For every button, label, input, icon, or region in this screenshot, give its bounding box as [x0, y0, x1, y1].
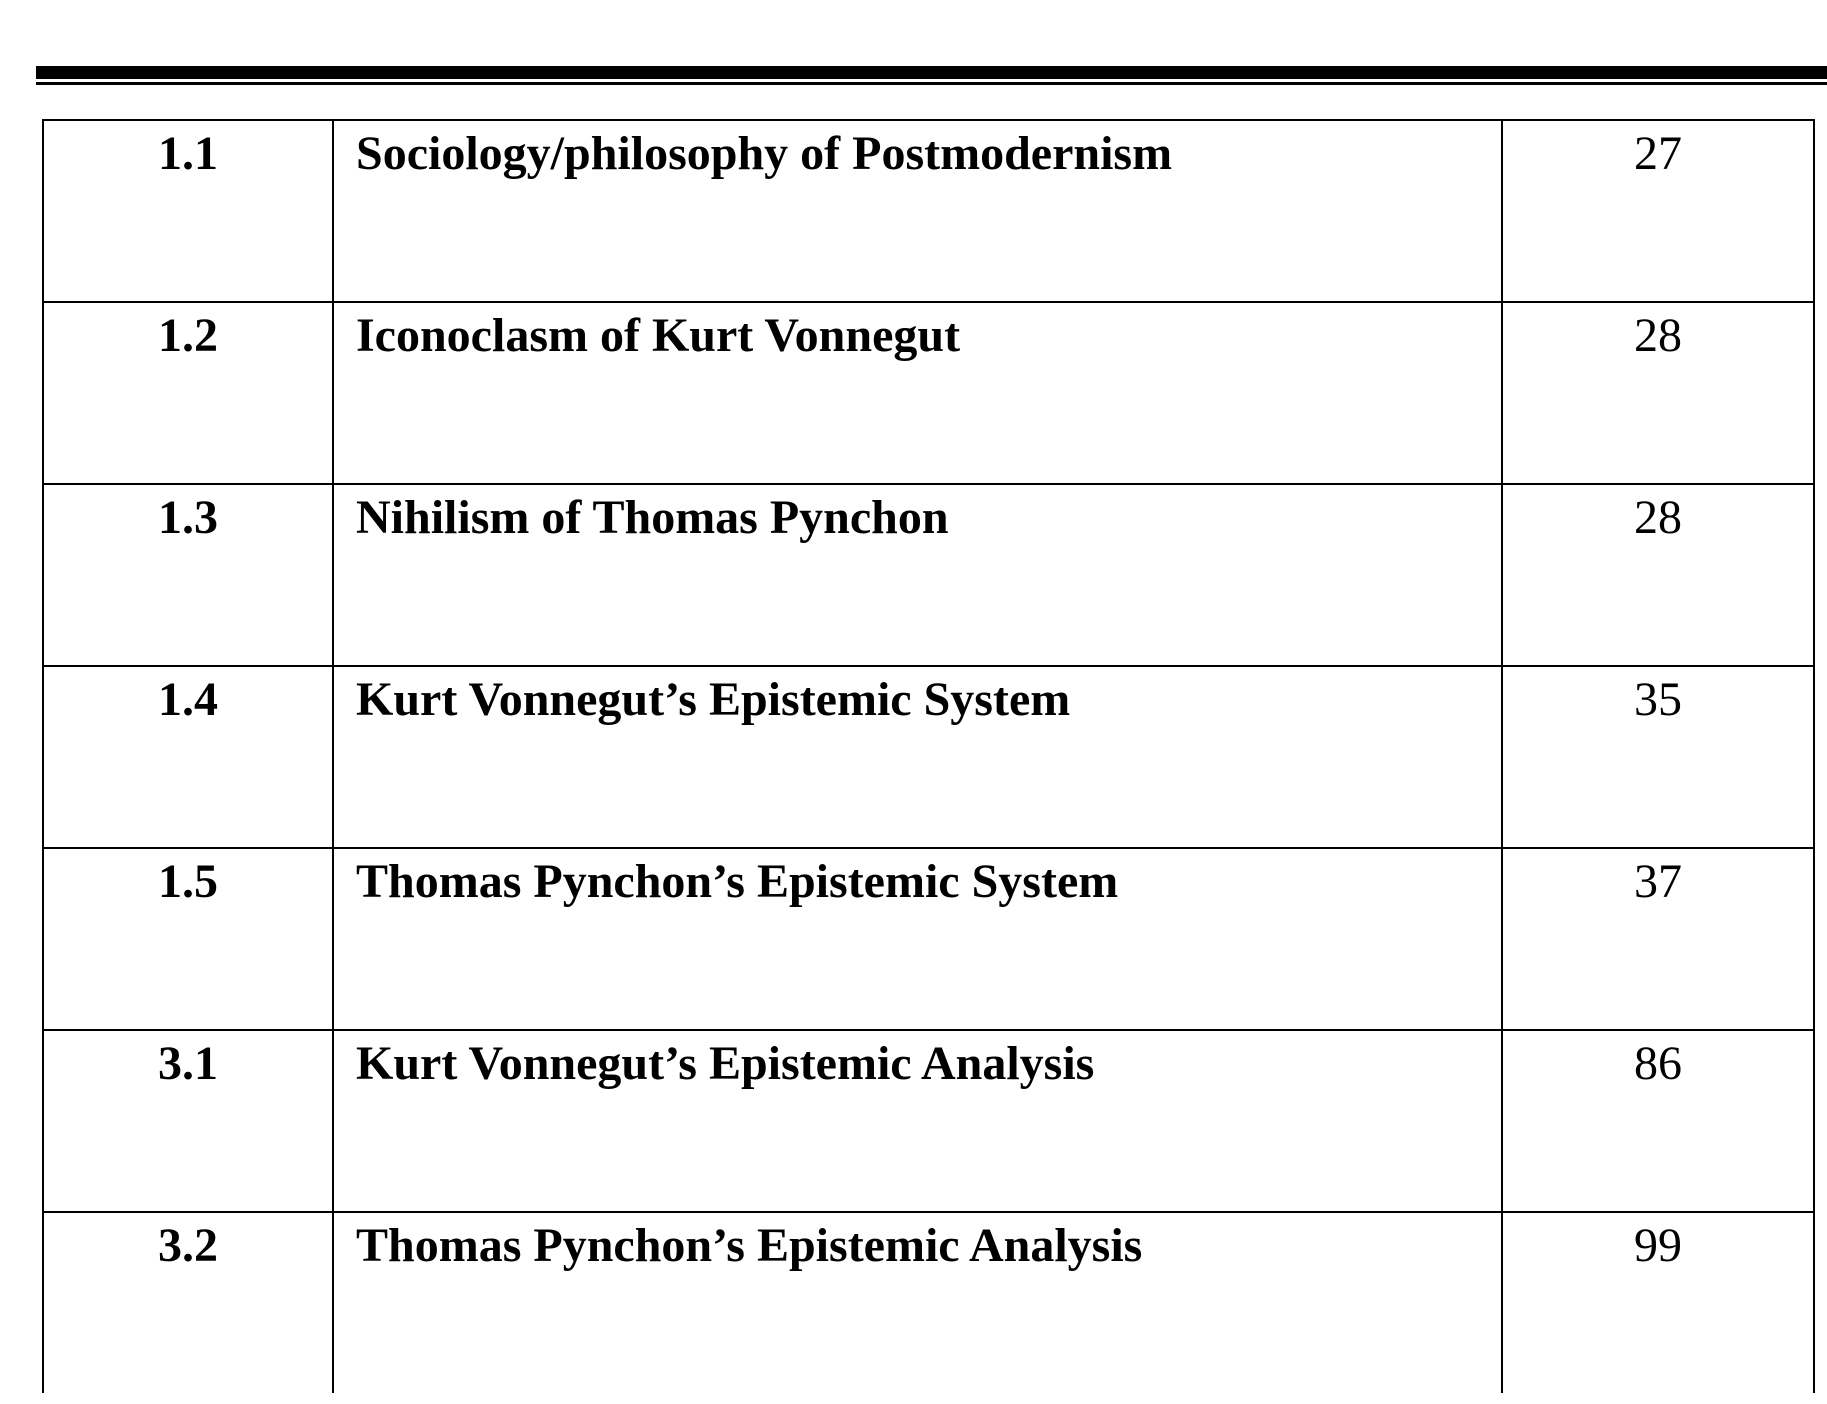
page-number: 37 — [1634, 855, 1682, 908]
section-title: Kurt Vonnegut’s Epistemic System — [356, 673, 1071, 726]
section-number: 3.1 — [158, 1037, 218, 1090]
table-row — [43, 120, 1814, 302]
section-title-cell — [333, 120, 1502, 302]
page-number-cell — [1502, 848, 1814, 1030]
page-number: 28 — [1634, 491, 1682, 544]
page-number-cell — [1502, 484, 1814, 666]
section-title-cell — [333, 484, 1502, 666]
table-row — [43, 848, 1814, 1030]
section-title-cell — [333, 848, 1502, 1030]
table-row — [43, 302, 1814, 484]
section-number-cell — [43, 1030, 333, 1212]
section-number: 1.3 — [158, 491, 218, 544]
section-title: Thomas Pynchon’s Epistemic System — [356, 855, 1119, 908]
section-title-cell — [333, 1212, 1502, 1393]
table-row — [43, 1212, 1814, 1393]
section-title-cell — [333, 666, 1502, 848]
table-row — [43, 484, 1814, 666]
page-number: 86 — [1634, 1037, 1682, 1090]
section-number: 1.5 — [158, 855, 218, 908]
section-title: Iconoclasm of Kurt Vonnegut — [356, 309, 961, 362]
table-row — [43, 1030, 1814, 1212]
header-rule-thick — [36, 66, 1827, 79]
page-number: 27 — [1634, 127, 1682, 180]
page-number-cell — [1502, 120, 1814, 302]
section-number: 1.2 — [158, 309, 218, 362]
section-title: Nihilism of Thomas Pynchon — [356, 491, 949, 544]
page-number-cell — [1502, 1212, 1814, 1393]
section-number-cell — [43, 484, 333, 666]
page-number: 99 — [1634, 1219, 1682, 1272]
section-title: Sociology/philosophy of Postmodernism — [356, 127, 1173, 180]
section-title-cell — [333, 302, 1502, 484]
section-number-cell — [43, 666, 333, 848]
page-number: 35 — [1634, 673, 1682, 726]
section-number-cell — [43, 302, 333, 484]
section-number-cell — [43, 848, 333, 1030]
section-number-cell — [43, 120, 333, 302]
contents-table — [42, 119, 1815, 1393]
section-title: Thomas Pynchon’s Epistemic Analysis — [356, 1219, 1143, 1272]
page-number-cell — [1502, 1030, 1814, 1212]
page-number: 28 — [1634, 309, 1682, 362]
section-title: Kurt Vonnegut’s Epistemic Analysis — [356, 1037, 1095, 1090]
page-number-cell — [1502, 302, 1814, 484]
table-row — [43, 666, 1814, 848]
header-rule-thin — [36, 82, 1827, 85]
section-title-cell — [333, 1030, 1502, 1212]
section-number: 3.2 — [158, 1219, 218, 1272]
section-number: 1.1 — [158, 127, 218, 180]
section-number-cell — [43, 1212, 333, 1393]
page-number-cell — [1502, 666, 1814, 848]
section-number: 1.4 — [158, 673, 218, 726]
